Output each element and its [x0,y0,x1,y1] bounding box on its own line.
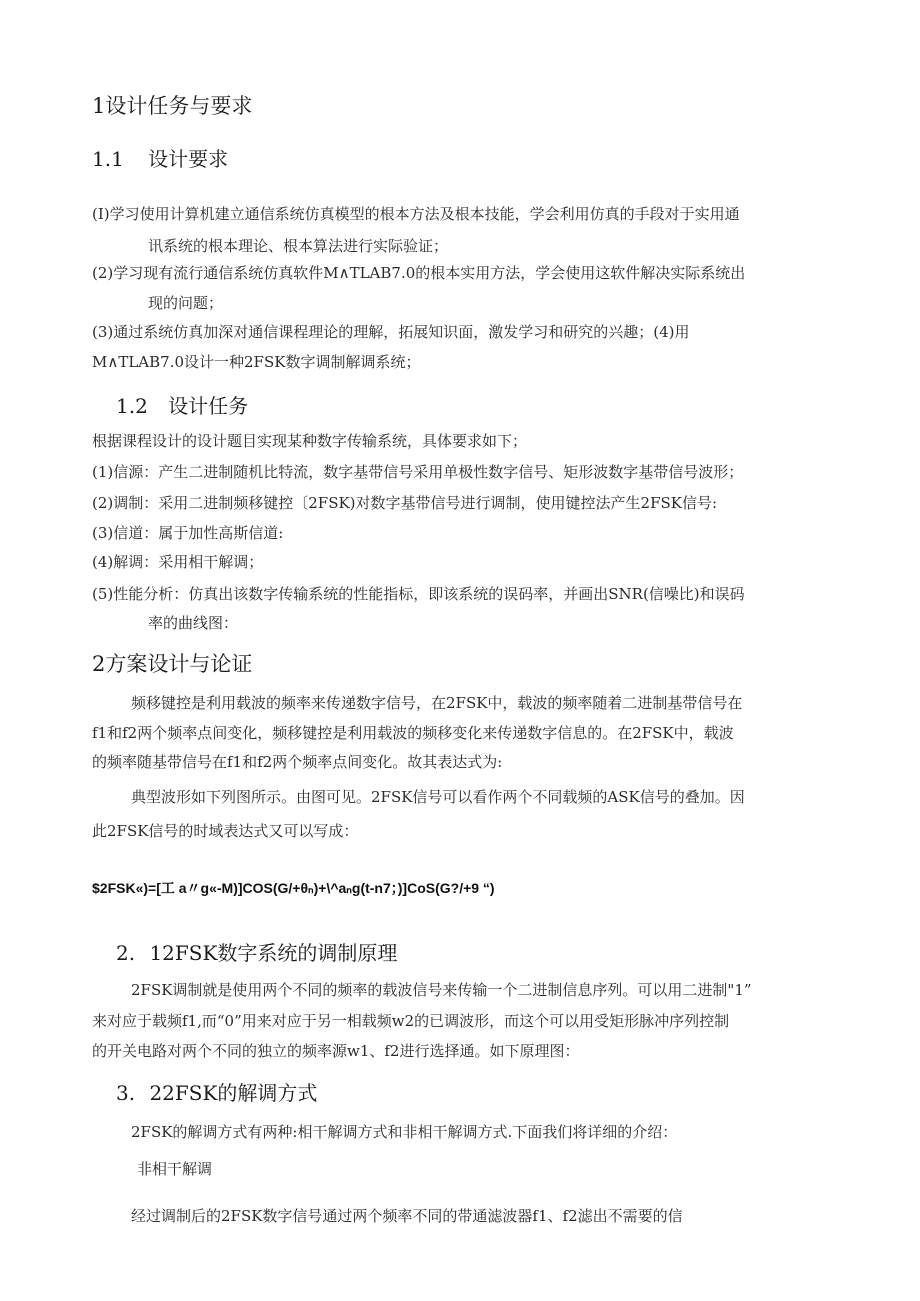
fsk-formula: $2FSK«)=[工 a〃g«-M)]COS(G/+θₙ)+\^aₙg(t-n7；)]CoS(G?/+9 “) [92,880,495,896]
requirement-item-3-cont: M∧TLAB7.0设计一种2FSK数字调制解调系统； [92,353,421,371]
subsection-heading-1-1 [92,143,228,172]
task-item-5-cont: 率的曲线图： [148,614,239,632]
subsection-heading-2-1 [116,937,397,966]
scheme-paragraph-line-1: 频移键控是利用载波的频率来传递数字信号，在2FSK中，载波的频率随着二进制基带信号在 [131,694,743,712]
requirement-item-2: (2)学习现有流行通信系统仿真软件M∧TLAB7.0的根本实用方法，学会使用这软件解决实际系统出 [92,264,746,282]
section-heading-2: 2方案设计与论证 [92,652,253,676]
task-item-3: (3)信道：属于加性高斯信道: [92,524,284,542]
scheme-paragraph-line-4: 典型波形如下列图所示。由图可见。2FSK信号可以看作两个不同载频的ASK信号的叠加。因 [131,788,745,806]
scheme-paragraph-line-3: 的频率随基带信号在f1和f2两个频率点间变化。故其表达式为: [92,753,503,771]
modulation-paragraph-line-3: 的开关电路对两个不同的独立的频率源w1、f2进行选择通。如下原理图： [92,1042,580,1060]
subsection-number: 1.2 [116,394,148,418]
task-intro: 根据课程设计的设计题目实现某种数字传输系统，具体要求如下； [92,432,528,450]
requirement-item-3: (3)通过系统仿真加深对通信课程理论的理解，拓展知识面，激发学习和研究的兴趣；(4)用 [92,323,690,341]
subsection-title: 12FSK数字系统的调制原理 [149,941,398,965]
subsection-title: 22FSK的解调方式 [149,1081,318,1105]
modulation-paragraph-line-2: 来对应于载频f1,而“0”用来对应于另一相载频w2的已调波形，而这个可以用受矩形脉冲序列控制 [92,1012,730,1030]
subsection-number: 1.1 [92,147,124,171]
subsection-number: 3. [116,1081,136,1105]
demodulation-intro: 2FSK的解调方式有两种:相干解调方式和非相干解调方式.下面我们将详细的介绍： [131,1123,678,1141]
task-item-1: (1)信源：产生二进制随机比特流，数字基带信号采用单极性数字信号、矩形波数字基带信号波形； [92,463,744,481]
subsection-title: 设计任务 [168,394,249,418]
requirement-item-2-cont: 现的问题； [148,294,224,312]
subsection-title: 设计要求 [148,147,229,171]
noncoherent-label: 非相干解调 [137,1160,213,1178]
demodulation-paragraph-line-1: 经过调制后的2FSK数字信号通过两个频率不同的带通滤波器f1、f2滤出不需要的信 [131,1207,683,1225]
requirement-item-1: (I)学习使用计算机建立通信系统仿真模型的根本方法及根本技能，学会利用仿真的手段对于实用通 [92,205,740,223]
section-heading-1: 1设计任务与要求 [92,94,253,118]
scheme-paragraph-line-5: 此2FSK信号的时域表达式又可以写成： [92,822,359,840]
task-item-4: (4)解调：采用相干解调； [92,553,264,571]
requirement-item-1-cont: 讯系统的根本理论、根本算法进行实际验证； [148,237,449,255]
task-item-5: (5)性能分析：仿真出该数字传输系统的性能指标，即该系统的误码率，并画出SNR(信噪比)和误码 [92,585,745,603]
scheme-paragraph-line-2: f1和f2两个频率点间变化，频移键控是利用载波的频移变化来传递数字信息的。在2FSK中，载波 [92,724,734,742]
subsection-number: 2. [116,941,136,965]
modulation-paragraph-line-1: 2FSK调制就是使用两个不同的频率的载波信号来传输一个二进制信息序列。可以用二进制"1” [131,981,752,999]
subsection-heading-1-2 [116,390,248,419]
task-item-2: (2)调制：采用二进制频移键控〔2FSK)对数字基带信号进行调制，使用键控法产生2FSK信号: [92,494,718,512]
subsection-heading-2-2 [116,1077,317,1106]
